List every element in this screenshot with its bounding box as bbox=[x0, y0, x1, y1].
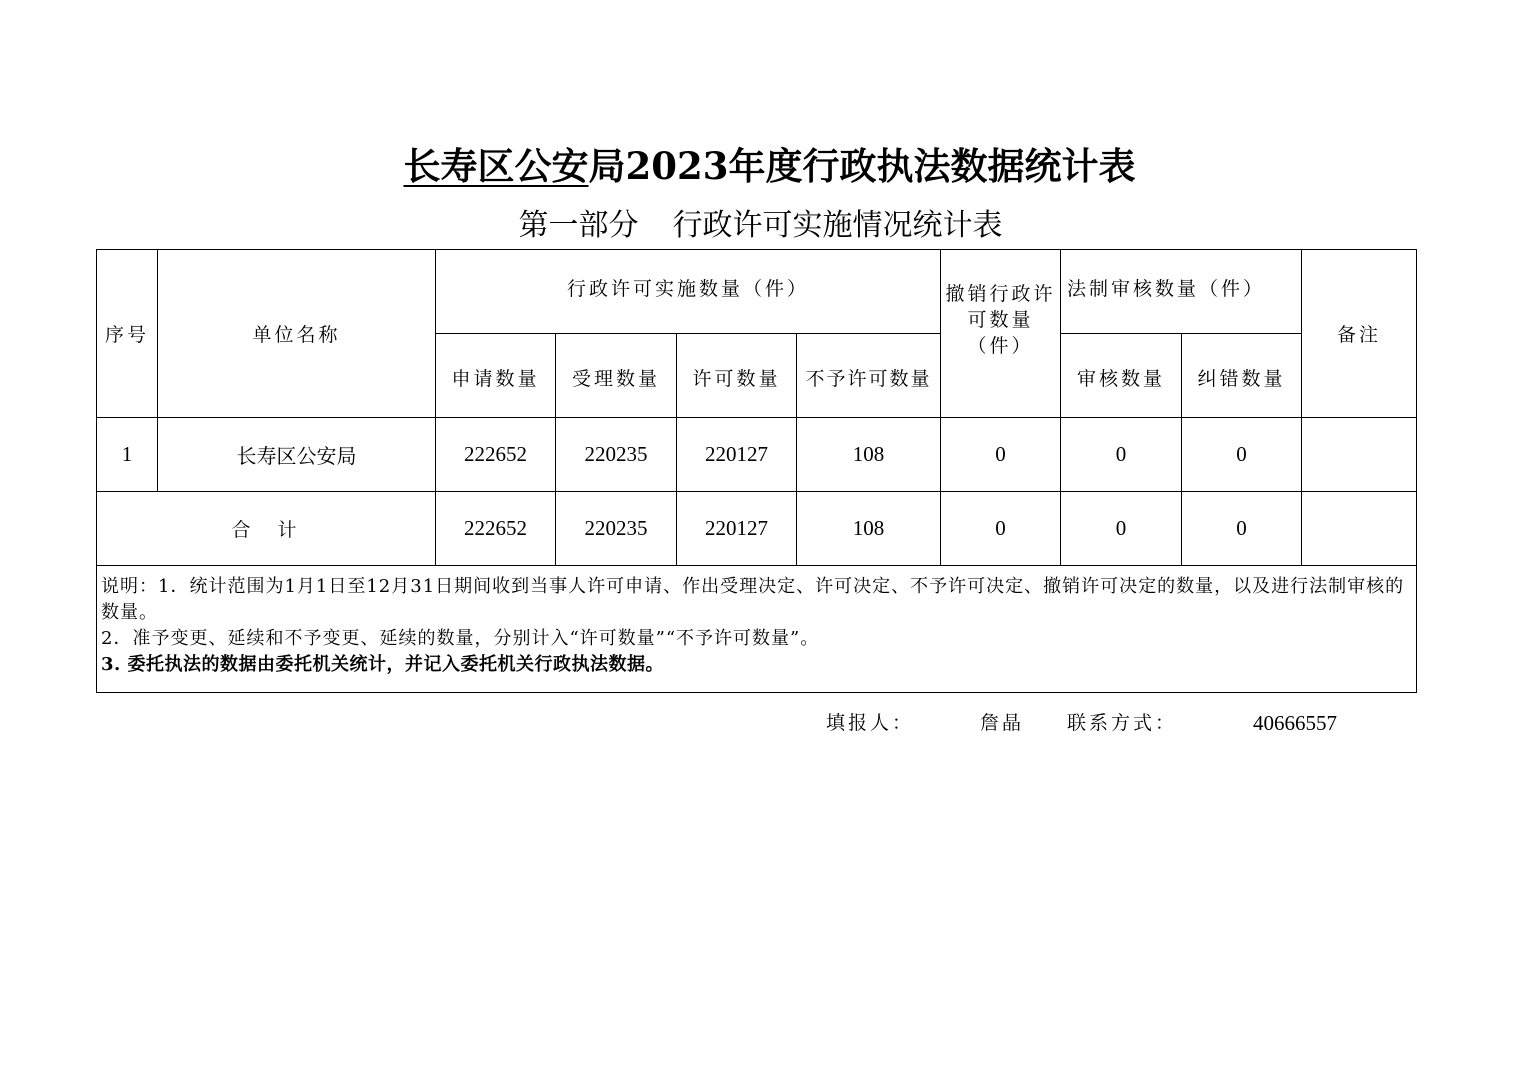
header-permit-count: 许可数量 bbox=[677, 334, 797, 418]
cell-deny: 108 bbox=[797, 418, 941, 492]
cell-apply: 222652 bbox=[436, 418, 556, 492]
total-label: 合 计 bbox=[97, 492, 436, 566]
header-review-group: 法制审核数量（件） bbox=[1061, 250, 1302, 334]
note-3: 3. 委托执法的数据由委托机关统计，并记入委托机关行政执法数据。 bbox=[101, 654, 665, 675]
header-revoke-count: 撤销行政许可数量（件） bbox=[941, 250, 1061, 418]
notes-cell bbox=[97, 566, 1417, 693]
cell-remark bbox=[1302, 418, 1417, 492]
table-row bbox=[97, 418, 1417, 492]
page-title-rest: 局2023年度行政执法数据统计表 bbox=[588, 144, 1136, 188]
stats-table bbox=[96, 249, 1417, 693]
total-row bbox=[97, 492, 1417, 566]
section-number: 第一部分 bbox=[518, 208, 639, 243]
note-1: 说明：1．统计范围为1月1日至12月31日期间收到当事人许可申请、作出受理决定、许可决定、不予许可决定、撤销许可决定的数量，以及进行法制审核的数量。 bbox=[101, 576, 1405, 623]
filler-name: 詹晶 bbox=[980, 712, 1025, 734]
page-title-underlined-part: 长寿区公安 bbox=[403, 144, 589, 188]
section-title bbox=[0, 204, 1521, 248]
cell-accept: 220235 bbox=[556, 418, 677, 492]
header-review-count: 审核数量 bbox=[1061, 334, 1182, 418]
filler-label: 填报人： bbox=[826, 712, 915, 734]
total-permit: 220127 bbox=[677, 492, 797, 566]
notes-row bbox=[97, 566, 1417, 693]
contact-value: 40666557 bbox=[1253, 711, 1337, 735]
contact-label: 联系方式： bbox=[1067, 712, 1178, 734]
header-seq: 序号 bbox=[97, 250, 158, 418]
cell-seq: 1 bbox=[97, 418, 158, 492]
total-deny: 108 bbox=[797, 492, 941, 566]
cell-permit: 220127 bbox=[677, 418, 797, 492]
header-apply-count: 申请数量 bbox=[436, 334, 556, 418]
header-permit-group: 行政许可实施数量（件） bbox=[436, 250, 941, 334]
page-title bbox=[0, 140, 1521, 192]
section-name: 行政许可实施情况统计表 bbox=[672, 208, 1003, 243]
header-deny-count: 不予许可数量 bbox=[797, 334, 941, 418]
header-remark: 备注 bbox=[1302, 250, 1417, 418]
cell-correct: 0 bbox=[1182, 418, 1302, 492]
header-accept-count: 受理数量 bbox=[556, 334, 677, 418]
cell-revoke: 0 bbox=[941, 418, 1061, 492]
total-correct: 0 bbox=[1182, 492, 1302, 566]
note-2: 2．准予变更、延续和不予变更、延续的数量，分别计入“许可数量”“不予许可数量”。 bbox=[101, 628, 820, 649]
total-accept: 220235 bbox=[556, 492, 677, 566]
total-revoke: 0 bbox=[941, 492, 1061, 566]
cell-review: 0 bbox=[1061, 418, 1182, 492]
total-review: 0 bbox=[1061, 492, 1182, 566]
cell-unit-name: 长寿区公安局 bbox=[158, 418, 436, 492]
total-remark bbox=[1302, 492, 1417, 566]
header-unit-name: 单位名称 bbox=[158, 250, 436, 418]
header-row-1 bbox=[97, 250, 1417, 334]
total-apply: 222652 bbox=[436, 492, 556, 566]
header-correct-count: 纠错数量 bbox=[1182, 334, 1302, 418]
